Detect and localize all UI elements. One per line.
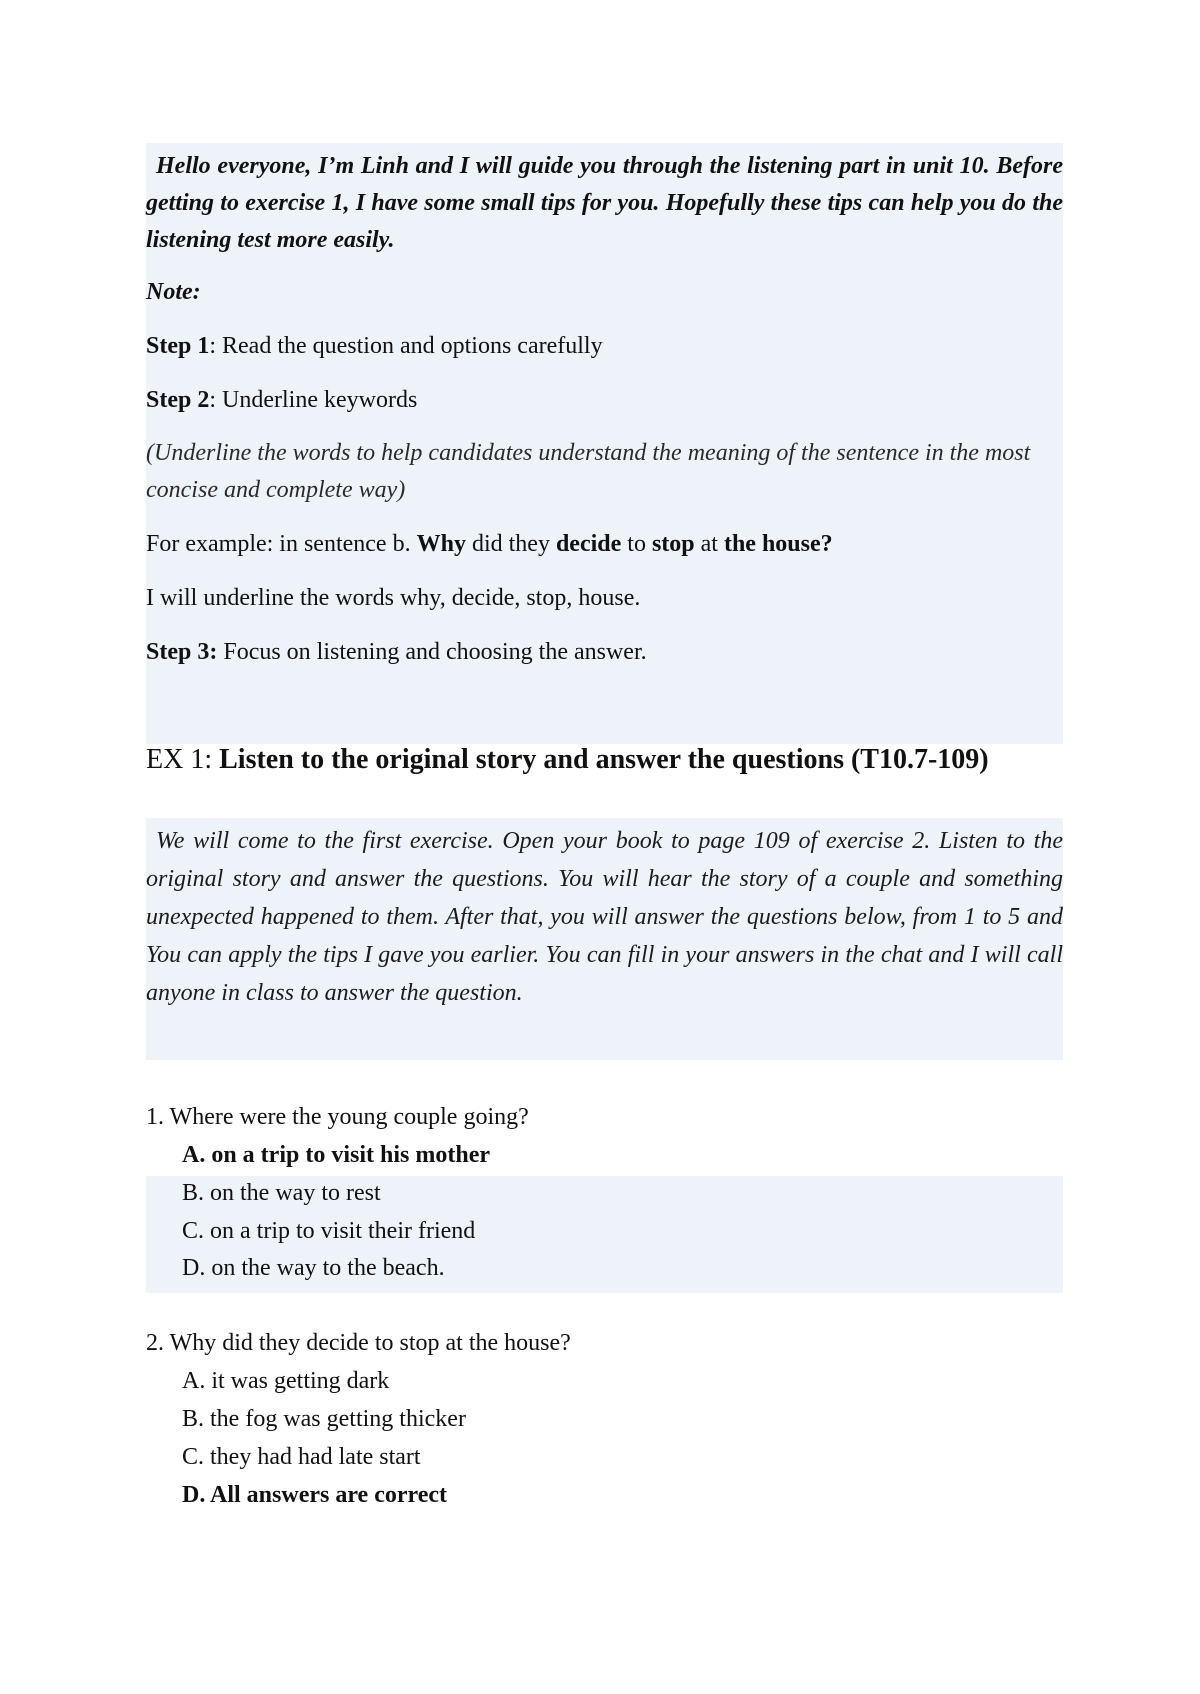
example-prefix: For example: in sentence b.	[146, 531, 417, 557]
question-2-option-b: B. the fog was getting thicker	[182, 1406, 466, 1432]
question-2: 2. Why did they decide to stop at the house?	[146, 1330, 571, 1356]
keyword-why: Why	[416, 531, 466, 557]
question-1: 1. Where were the young couple going?	[146, 1104, 529, 1130]
underline-hint: (Underline the words to help candidates understand the meaning of the sentence in the most concise and complete way)	[146, 440, 1031, 503]
step-1-text: Read the question and options carefully	[216, 333, 603, 359]
question-1-option-b: B. on the way to rest	[182, 1180, 381, 1206]
step-2-text: Underline keywords	[216, 387, 418, 413]
question-1-option-a: A. on a trip to visit his mother	[182, 1142, 490, 1168]
step-2	[146, 382, 417, 419]
step-2-label: Step 2	[146, 387, 210, 413]
underline-sentence: I will underline the words why, decide, stop, house.	[146, 585, 641, 611]
step-2-sep: :	[209, 387, 217, 413]
example-text-3: at	[694, 531, 724, 557]
step-1	[146, 328, 603, 365]
question-2-option-c: C. they had had late start	[182, 1444, 421, 1470]
step-1-label: Step 1	[146, 333, 210, 359]
keyword-decide: decide	[555, 531, 622, 557]
exercise-title-text: Listen to the original story and answer the questions (T10.7-109)	[212, 744, 989, 775]
example-text-1: did they	[465, 531, 556, 557]
exercise-label: EX 1:	[146, 744, 213, 775]
question-1-option-d: D. on the way to the beach.	[182, 1255, 445, 1281]
question-2-option-a: A. it was getting dark	[182, 1368, 390, 1394]
question-2-option-d: D. All answers are correct	[182, 1482, 448, 1508]
intro-paragraph: Hello everyone, I’m Linh and I will guide you through the listening part in unit 10. Before getting to exercise 1, I have some small tips for you. Hopefully these tips can help you do the listening test more easily.	[146, 153, 1063, 253]
question-1-option-c: C. on a trip to visit their friend	[182, 1218, 476, 1244]
keyword-stop: stop	[651, 531, 695, 557]
step-3	[146, 634, 647, 671]
example-sentence	[146, 526, 833, 563]
exercise-description: We will come to the first exercise. Open your book to page 109 of exercise 2. Listen to the original story and answer the questions. You will hear the story of a couple and something unexpected happened to them. After that, you will answer the questions below, from 1 to 5 and You can apply the tips I gave you earlier. You can fill in your answers in the chat and I will call anyone in class to answer the question.	[146, 828, 1063, 1006]
exercise-title	[146, 740, 1063, 779]
step-3-text: Focus on listening and choosing the answer.	[217, 639, 647, 665]
step-3-label: Step 3:	[146, 639, 218, 665]
note-label: Note:	[146, 279, 201, 305]
keyword-house: the house?	[723, 531, 833, 557]
example-text-2: to	[621, 531, 652, 557]
step-1-sep: :	[209, 333, 217, 359]
